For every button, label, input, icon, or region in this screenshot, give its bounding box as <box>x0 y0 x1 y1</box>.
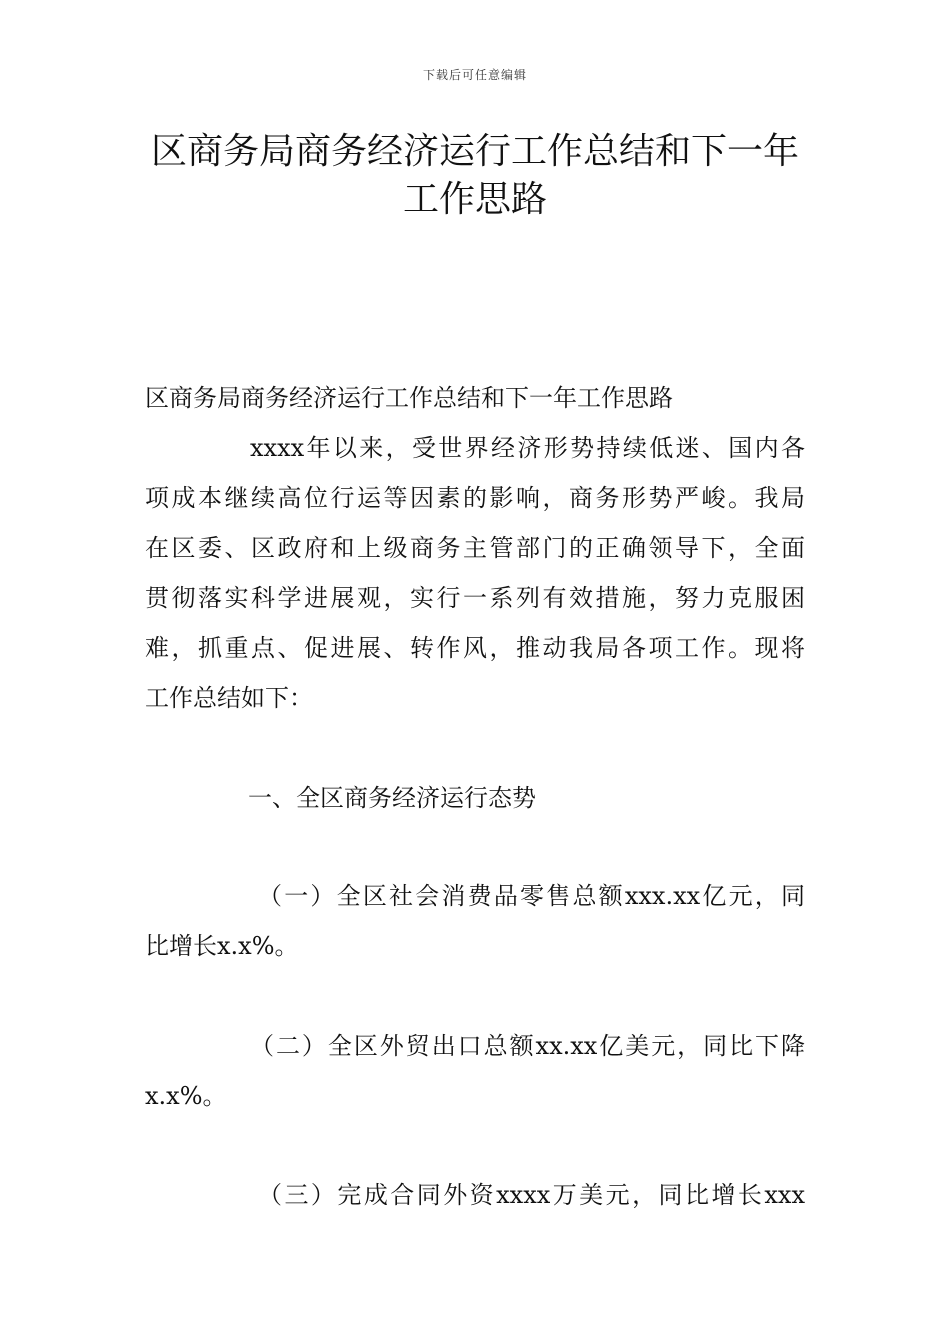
intro-line-3: 在区委、区政府和上级商务主管部门的正确领导下，全面 <box>145 534 805 562</box>
item-1-line-2: 比增长x.x%。 <box>145 932 299 960</box>
title-line-2: 工作思路 <box>402 179 547 220</box>
document-title <box>120 128 830 224</box>
section-heading-1: 一、全区商务经济运行态势 <box>248 784 536 812</box>
intro-line-1: xxxx年以来，受世界经济形势持续低迷、国内各 <box>250 434 805 462</box>
intro-line-4: 贯彻落实科学进展观，实行一系列有效措施，努力克服困 <box>145 584 805 612</box>
item-2-line-2: x.x%。 <box>145 1082 227 1110</box>
intro-line-2: 项成本继续高位行运等因素的影响，商务形势严峻。我局 <box>145 484 805 512</box>
intro-line-6: 工作总结如下： <box>145 684 313 712</box>
item-3-line-1: （三）完成合同外资xxxx万美元，同比增长xxx <box>258 1181 805 1209</box>
item-1-line-1: （一）全区社会消费品零售总额xxx.xx亿元，同 <box>258 882 805 910</box>
item-2-line-1: （二）全区外贸出口总额xx.xx亿美元，同比下降 <box>250 1032 805 1060</box>
title-line-1: 区商务局商务经济运行工作总结和下一年 <box>150 131 799 172</box>
header-note: 下载后可任意编辑 <box>422 68 527 82</box>
intro-line-5: 难，抓重点、促进展、转作风，推动我局各项工作。现将 <box>145 634 805 662</box>
body-subtitle: 区商务局商务经济运行工作总结和下一年工作思路 <box>145 384 673 412</box>
